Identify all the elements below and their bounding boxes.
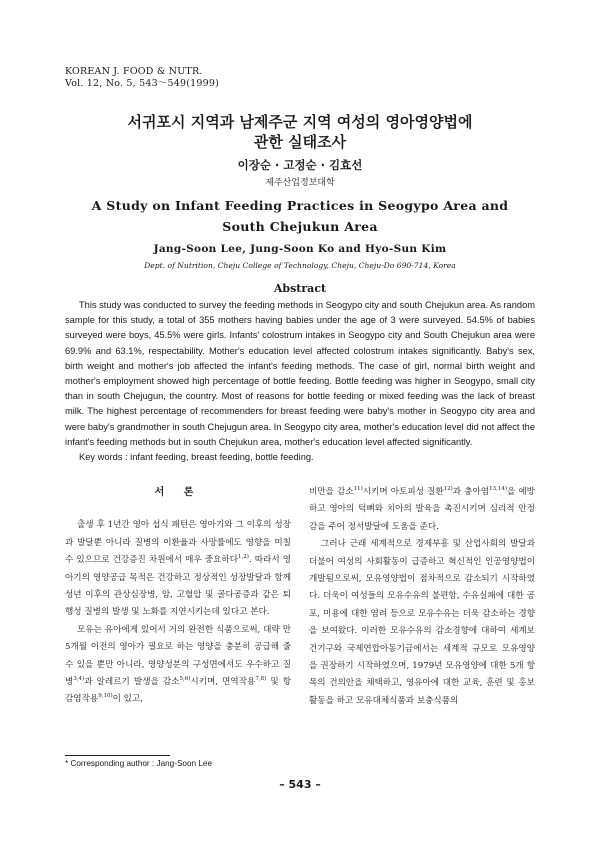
intro-p1-text: 출생 후 1년간 영아 섭식 패턴은 영아기와 그 이후의 성장과 발달뿐 아니라 질병의 이환율과 사망률에도 영향을 미칠 수 있으므로 건강증진 차원에서 매우 중요하다 [65, 520, 291, 566]
keywords: Key words : infant feeding, breast feeding, bottle feeding. [79, 452, 314, 463]
citation: 9,10) [98, 693, 113, 700]
page-number: – 543 – [279, 778, 321, 791]
intro-p3b: 시키며 아토피성 질환 [362, 487, 444, 497]
right-column [309, 484, 535, 710]
journal-volume: Vol. 12, No. 5, 543～549(1999) [65, 78, 220, 89]
abstract-heading: Abstract [273, 282, 327, 295]
citation: 5,6) [179, 676, 191, 683]
intro-p2b: 과 알레르기 발생을 감소 [84, 677, 180, 688]
intro-paragraph-1 [65, 517, 291, 621]
intro-p2a: 모유는 유아에게 있어서 거의 완전한 식품으로써, 대략 만 5개월 이전의 영아가 필요로 하는 영양을 충분히 공급해 줄 수 있을 뿐만 아니라, 영양성분의 구성면에서도 우수하고 질병 [65, 624, 291, 688]
citation: 7,8) [255, 676, 267, 683]
citation: 11) [353, 486, 363, 493]
corresponding-author-footnote: * Corresponding author : Jang-Soon Lee [65, 759, 213, 768]
footnote-rule [65, 755, 170, 756]
journal-citation [65, 66, 219, 90]
korean-title-line2: 관한 실태조사 [253, 133, 347, 151]
citation: 1,2) [238, 554, 249, 561]
intro-p3a: 비만을 감소 [309, 487, 354, 497]
citation: 13,14) [489, 486, 507, 493]
intro-paragraph-4: 그러나 근래 세계적으로 경제부흥 및 산업사회의 발달과 더불어 여성의 사회활동이 급증하고 혁신적인 인공영양법이 개발됨으로써, 모유영양법이 점차적으로 감소되기 시작하였다. 더욱이 여성들의 모유수유의 불편함, 수유실패에 대한 공포, 미용에 대한 염려 등으로 모유수유는 더욱 감소하는 경향을 보여왔다. 이러한 모유수유의 감소경향에 대하여 세계보건기구와 국제연합아동기금에서는 세계적 규모로 모유영양을 권장하기 시작하였으며, 1979년 모유영양에 대한 5개 항목의 건의안을 채택하고, 영유아에 대한 교육, 훈련 및 홍보활동을 하고 모유대체식품과 보충식품의 [309, 539, 535, 706]
intro-p1-cont: . 따라서 영아기의 영양공급 목적은 건강하고 정상적인 성장발달과 함께 성년 이후의 관상심장병, 암, 고혈압 및 골다공증과 같은 퇴행성 질병의 발생 및 노화를 지연시키는데 있다고 본다. [65, 555, 291, 618]
left-column [65, 484, 291, 709]
korean-title [0, 112, 600, 152]
citation: 12) [443, 486, 453, 493]
english-title [0, 195, 600, 237]
intro-p3d: 을 예방하고 영아의 턱뼈와 치아의 발육을 촉진시키며 심리적 안정감을 주어 정서발달에 도움을 준다. [309, 487, 535, 532]
section-heading-introduction: 서 론 [154, 487, 202, 498]
abstract-body [65, 298, 535, 465]
english-title-line1: A Study on Infant Feeding Practices in Seogypo Area and [91, 198, 509, 213]
citation: 3,4) [73, 676, 85, 683]
intro-paragraph-3 [309, 484, 535, 536]
journal-name: KOREAN J. FOOD & NUTR. [65, 66, 203, 77]
intro-p2c: 시키며, 면역작용 [190, 677, 256, 688]
intro-p2e: 이 있고, [112, 694, 143, 705]
abstract-text: This study was conducted to survey the feeding methods in Seogypo city and south Chejukun area. As random sample for this study, a total of 355 mothers having babies under the age of 3 were surveyed. 54.5% of babies surveyed were boys, 45.5% were girls. Infants' colostrum intakes in Seogypo city and South Chejukun area were 69.9% and 63.1%, respectability. Mother's education level affected colostrum intakes significantly. Baby's sex, birth weight and mother's job affected the infant's feeding methods. The case of girl, normal birth weight and mother's employment showed high percentage of bottle feeding. Bottle feeding was higher in Seogypo, small city than in south Chejugun, the country. Most of reasons for bottle feeding or mixed feeding was the lack of breast milk. The highest percentage of recommenders for breast feeding were baby's mother in Seogypo city area and were baby's grandmother in south Chejugun area. In Seogypo city area, mother's education level did not affect the infant's feeding methods but in south Chejukun area, mother's education level affected significantly. [65, 300, 535, 447]
english-affiliation: Dept. of Nutrition, Cheju College of Technology, Cheju, Cheju-Do 690-714, Korea [144, 261, 456, 270]
korean-affiliation: 제주산업정보대학 [265, 178, 335, 188]
intro-p2d: 및 항감염작용 [65, 677, 291, 705]
english-title-line2: South Chejukun Area [222, 219, 378, 234]
english-authors: Jang-Soon Lee, Jung-Soon Ko and Hyo-Sun Kim [153, 243, 447, 255]
intro-p3c: 과 충아염 [452, 487, 490, 497]
korean-title-line1: 서귀포시 지역과 남제주군 지역 여성의 영아영양법에 [127, 113, 473, 131]
intro-paragraph-2 [65, 622, 291, 709]
korean-authors: 이장순 · 고정순 · 김효선 [237, 158, 363, 172]
